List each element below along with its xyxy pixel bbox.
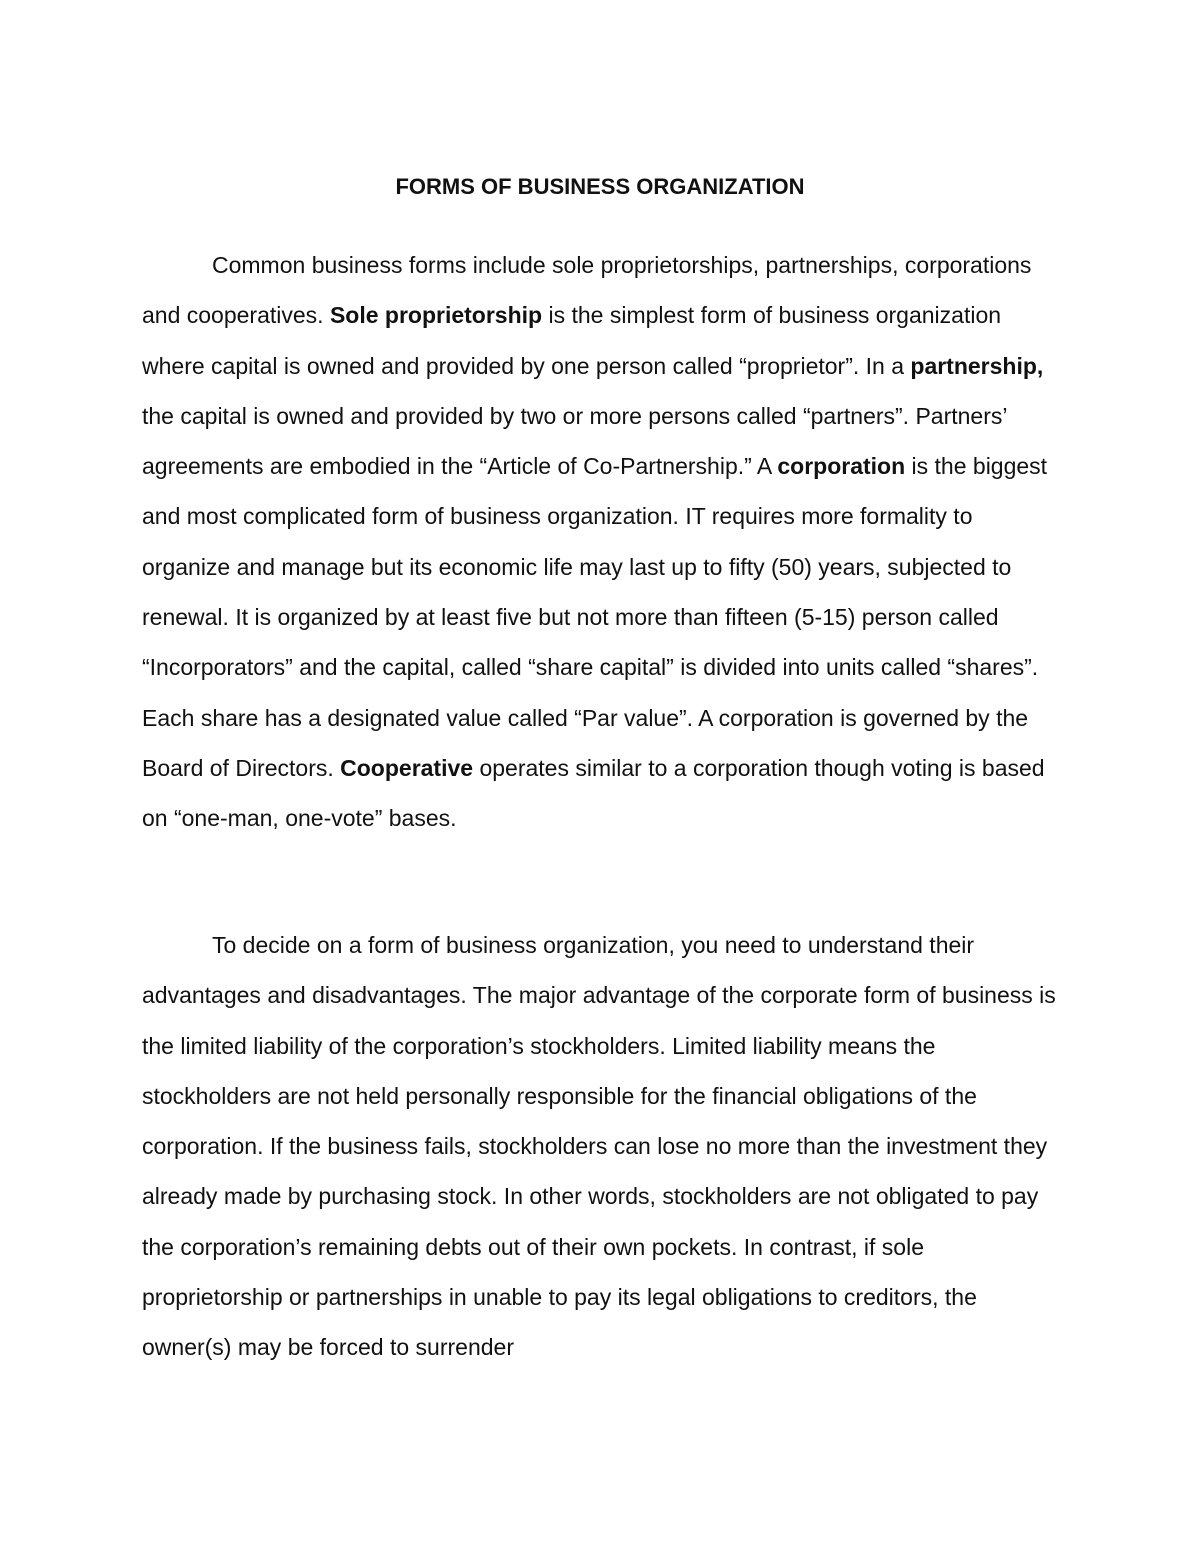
paragraph-text: is the simplest form of business organization where capital is owned and provided by one person called “proprietor”. In a: [142, 302, 1002, 379]
term-sole-proprietorship: Sole proprietorship: [329, 302, 543, 329]
paragraph-business-forms: [142, 240, 1058, 844]
paragraph-advantages: To decide on a form of business organization, you need to understand their advantages and disadvantages. The major advantage of the corporate form of business is the limited liability of the corporation’s stockholders. Limited liability means the stockholders are not held personally responsible for the financial obligations of the corporation. If the business fails, stockholders can lose no more than the investment they already made by purchasing stock. In other words, stockholders are not obligated to pay the corporation’s remaining debts out of their own pockets. In contrast, if sole proprietorship or partnerships in unable to pay its legal obligations to creditors, the owner(s) may be forced to surrender: [142, 932, 1056, 1361]
paragraph-text: the capital is owned and provided by two or more persons called “partners”. Partners’ agreements are embodied in the “Article of Co-Partnership.” A: [142, 402, 1007, 480]
term-partnership: partnership,: [910, 352, 1044, 379]
paragraph-text: is the biggest and most complicated form of business organization. IT requires more formality to organize and manage but its economic life may last up to fifty (50) years, subjected to renewal. It is organized by at least five but not more than fifteen (5-15) person called “Incorporators” and the capital, called “share capital” is divided into units called “shares”. Each share has a designated value called “Par value”. A corporation is governed by the Board of Directors.: [142, 453, 1048, 781]
paragraph-text: operates similar to a corporation though voting is based on “one-man, one-vote” bases.: [142, 754, 1045, 832]
paragraph-text: Common business forms include sole proprietorships, partnerships, corporations and cooperatives.: [142, 252, 1032, 329]
term-cooperative: Cooperative: [340, 754, 474, 781]
document-title: FORMS OF BUSINESS ORGANIZATION: [395, 174, 805, 199]
term-corporation: corporation: [777, 453, 906, 480]
